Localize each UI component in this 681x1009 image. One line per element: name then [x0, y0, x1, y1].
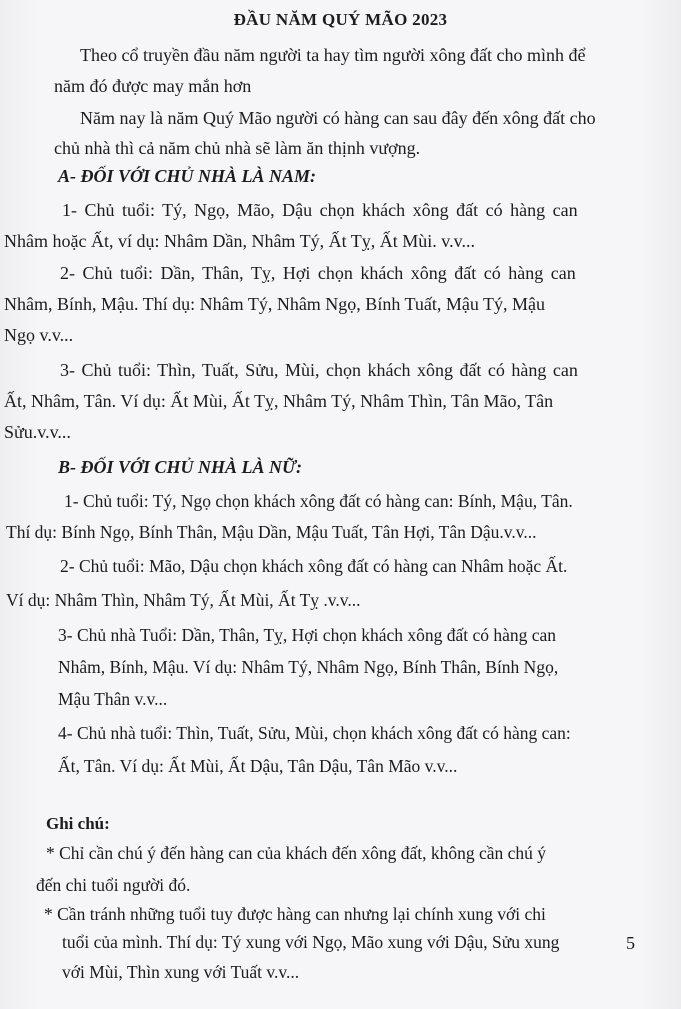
notes-line-1: * Chỉ cần chú ý đến hàng can của khách đến xông đất, không cần chú ý: [46, 843, 547, 863]
section-b-line-3: 2- Chủ tuổi: Mão, Dậu chọn khách xông đất có hàng can Nhâm hoặc Ất.: [60, 556, 568, 576]
intro-line-3: Năm nay là năm Quý Mão người có hàng can sau đây đến xông đất cho: [80, 108, 596, 128]
notes-line-2: đến chi tuổi người đó.: [36, 875, 191, 895]
section-a-line-5: Ngọ v.v...: [4, 325, 74, 345]
section-b-line-1: 1- Chủ tuổi: Tý, Ngọ chọn khách xông đất có hàng can: Bính, Mậu, Tân.: [64, 491, 573, 511]
notes-line-3: * Cần tránh những tuổi tuy được hàng can nhưng lại chính xung với chi: [44, 904, 546, 924]
page-number: 5: [626, 933, 635, 953]
notes-heading: Ghi chú:: [46, 814, 110, 833]
notes-line-5: với Mùi, Thìn xung với Tuất v.v...: [62, 962, 300, 982]
section-a-line-2: Nhâm hoặc Ất, ví dụ: Nhâm Dần, Nhâm Tý, Ất Tỵ, Ất Mùi. v.v...: [4, 231, 475, 251]
section-b-line-6: Nhâm, Bính, Mậu. Ví dụ: Nhâm Tý, Nhâm Ngọ, Bính Thân, Bính Ngọ,: [58, 657, 559, 677]
section-a-line-1: 1- Chủ tuổi: Tý, Ngọ, Mão, Dậu chọn khách xông đất có hàng can: [62, 200, 578, 220]
section-b-line-8: 4- Chủ nhà tuổi: Thìn, Tuất, Sửu, Mùi, chọn khách xông đất có hàng can:: [58, 723, 571, 743]
intro-line-1: Theo cổ truyền đầu năm người ta hay tìm người xông đất cho mình để: [80, 45, 586, 65]
page-title: ĐẦU NĂM QUÝ MÃO 2023: [233, 10, 448, 29]
notes-line-4: tuổi của mình. Thí dụ: Tý xung với Ngọ, Mão xung với Dậu, Sửu xung: [62, 932, 560, 952]
section-b-line-9: Ất, Tân. Ví dụ: Ất Mùi, Ất Dậu, Tân Dậu, Tân Mão v.v...: [58, 756, 458, 776]
section-a-line-8: Sửu.v.v...: [4, 422, 71, 442]
section-a-line-3: 2- Chủ tuổi: Dần, Thân, Tỵ, Hợi chọn khách xông đất có hàng can: [60, 263, 576, 283]
intro-line-2: năm đó được may mắn hơn: [54, 76, 252, 96]
intro-line-4: chủ nhà thì cả năm chủ nhà sẽ làm ăn thịnh vượng.: [54, 138, 421, 158]
section-a-line-7: Ất, Nhâm, Tân. Ví dụ: Ất Mùi, Ất Tỵ, Nhâm Tý, Nhâm Thìn, Tân Mão, Tân: [4, 391, 554, 411]
section-a-line-4: Nhâm, Bính, Mậu. Thí dụ: Nhâm Tý, Nhâm Ngọ, Bính Tuất, Mậu Tý, Mậu: [4, 294, 546, 314]
section-a-line-6: 3- Chủ tuổi: Thìn, Tuất, Sửu, Mùi, chọn khách xông đất có hàng can: [60, 360, 578, 380]
section-a-heading: A- ĐỐI VỚI CHỦ NHÀ LÀ NAM:: [58, 166, 317, 186]
section-b-line-7: Mậu Thân v.v...: [58, 689, 168, 709]
section-b-heading: B- ĐỐI VỚI CHỦ NHÀ LÀ NỮ:: [58, 457, 302, 477]
section-b-line-2: Thí dụ: Bính Ngọ, Bính Thân, Mậu Dần, Mậu Tuất, Tân Hợi, Tân Dậu.v.v...: [6, 522, 537, 542]
section-b-line-5: 3- Chủ nhà Tuổi: Dần, Thân, Tỵ, Hợi chọn khách xông đất có hàng can: [58, 625, 557, 645]
section-b-line-4: Ví dụ: Nhâm Thìn, Nhâm Tý, Ất Mùi, Ất Tỵ .v.v...: [6, 590, 361, 610]
